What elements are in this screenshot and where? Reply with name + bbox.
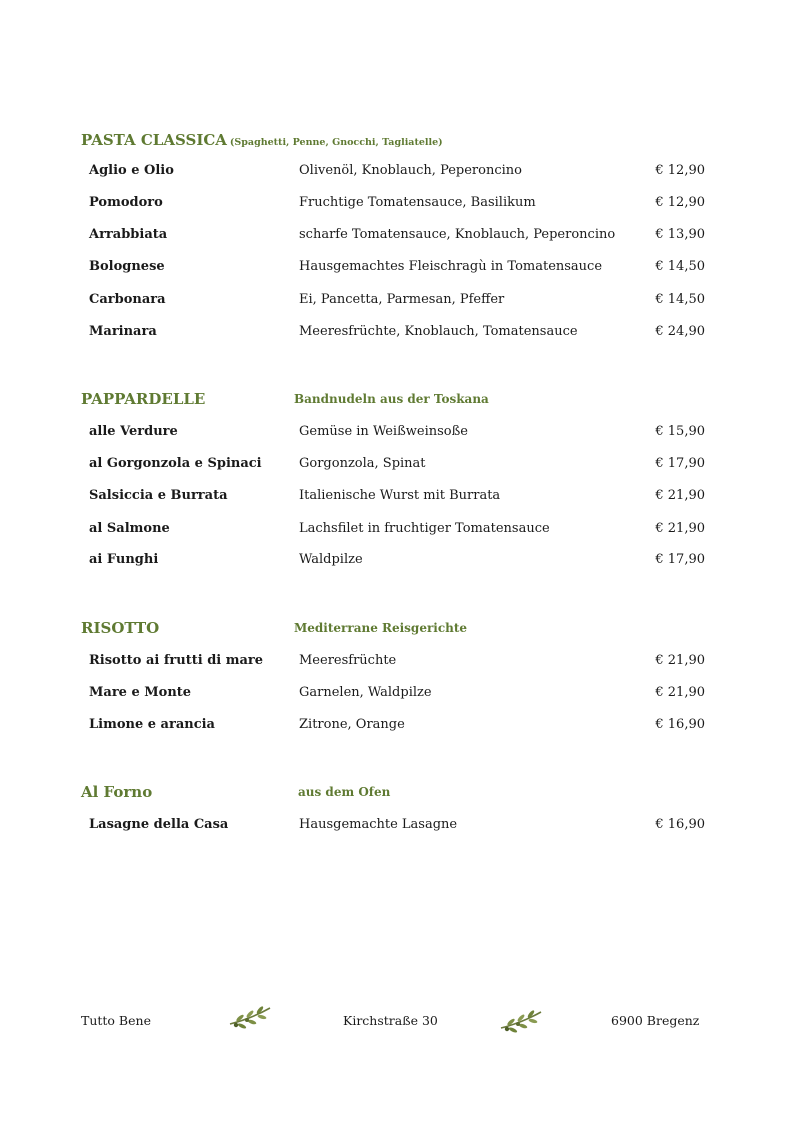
dish-name: al Salmone (89, 521, 170, 536)
dish-name: Salsiccia e Burrata (89, 488, 228, 503)
dish-description: Zitrone, Orange (299, 717, 405, 732)
dish-description: Hausgemachtes Fleischragù in Tomatensauce (299, 259, 603, 274)
menu-item (89, 552, 705, 572)
dish-description: Gorgonzola, Spinat (299, 456, 426, 471)
dish-description: Italienische Wurst mit Burrata (299, 488, 501, 503)
section-note: (Spaghetti, Penne, Gnocchi, Tagliatelle) (229, 137, 443, 148)
dish-price: € 17,90 (655, 552, 705, 567)
dish-name: Marinara (89, 324, 157, 339)
menu-item (89, 424, 705, 444)
section-title (81, 131, 443, 149)
section-subtitle: Mediterrane Reisgerichte (294, 621, 468, 635)
dish-description: Fruchtige Tomatensauce, Basilikum (299, 195, 536, 210)
dish-price: € 14,50 (655, 292, 705, 307)
menu-item (89, 195, 705, 215)
menu-item (89, 817, 705, 837)
menu-item (89, 456, 705, 476)
menu-item (89, 292, 705, 312)
dish-price: € 16,90 (655, 717, 705, 732)
olive-branch-icon (499, 1008, 543, 1034)
dish-price: € 15,90 (655, 424, 705, 439)
dish-price: € 14,50 (655, 259, 705, 274)
dish-name: Carbonara (89, 292, 166, 307)
dish-name: Bolognese (89, 259, 165, 274)
section-title: RISOTTO (81, 619, 160, 637)
dish-description: scharfe Tomatensauce, Knoblauch, Peperoncino (299, 227, 616, 242)
dish-price: € 12,90 (655, 195, 705, 210)
section-title: Al Forno (81, 783, 153, 801)
dish-name: Lasagne della Casa (89, 817, 229, 832)
section-title: PAPPARDELLE (81, 390, 206, 408)
dish-price: € 21,90 (655, 653, 705, 668)
dish-name: Limone e arancia (89, 717, 215, 732)
dish-name: Aglio e Olio (89, 163, 174, 178)
dish-name: ai Funghi (89, 552, 159, 567)
section-subtitle: Bandnudeln aus der Toskana (294, 392, 489, 406)
dish-price: € 21,90 (655, 488, 705, 503)
dish-name: Arrabbiata (89, 227, 168, 242)
menu-item (89, 259, 705, 279)
dish-name: Mare e Monte (89, 685, 192, 700)
dish-price: € 24,90 (655, 324, 705, 339)
olive-branch-icon (228, 1004, 272, 1030)
dish-description: Hausgemachte Lasagne (299, 817, 458, 832)
footer-address-city: 6900 Bregenz (611, 1013, 700, 1028)
menu-item (89, 324, 705, 344)
dish-description: Ei, Pancetta, Parmesan, Pfeffer (299, 292, 505, 307)
section-subtitle: aus dem Ofen (298, 785, 391, 799)
dish-description: Waldpilze (299, 552, 363, 567)
menu-item (89, 163, 705, 183)
dish-description: Olivenöl, Knoblauch, Peperoncino (299, 163, 522, 178)
dish-name: Risotto ai frutti di mare (89, 653, 264, 668)
menu-item (89, 717, 705, 737)
dish-description: Gemüse in Weißweinsoße (299, 424, 468, 439)
dish-name: al Gorgonzola e Spinaci (89, 456, 262, 471)
dish-price: € 21,90 (655, 521, 705, 536)
dish-name: Pomodoro (89, 195, 163, 210)
dish-price: € 21,90 (655, 685, 705, 700)
dish-description: Lachsfilet in fruchtiger Tomatensauce (299, 521, 550, 536)
menu-item (89, 488, 705, 508)
menu-item (89, 521, 705, 541)
footer-restaurant-name: Tutto Bene (81, 1013, 151, 1028)
dish-description: Garnelen, Waldpilze (299, 685, 432, 700)
dish-description: Meeresfrüchte (299, 653, 397, 668)
dish-price: € 17,90 (655, 456, 705, 471)
dish-name: alle Verdure (89, 424, 178, 439)
menu-item (89, 685, 705, 705)
dish-description: Meeresfrüchte, Knoblauch, Tomatensauce (299, 324, 578, 339)
dish-price: € 12,90 (655, 163, 705, 178)
menu-item (89, 653, 705, 673)
dish-price: € 13,90 (655, 227, 705, 242)
section-title-text: PASTA CLASSICA (81, 131, 227, 149)
menu-item (89, 227, 705, 247)
footer-address-street: Kirchstraße 30 (343, 1013, 438, 1028)
dish-price: € 16,90 (655, 817, 705, 832)
